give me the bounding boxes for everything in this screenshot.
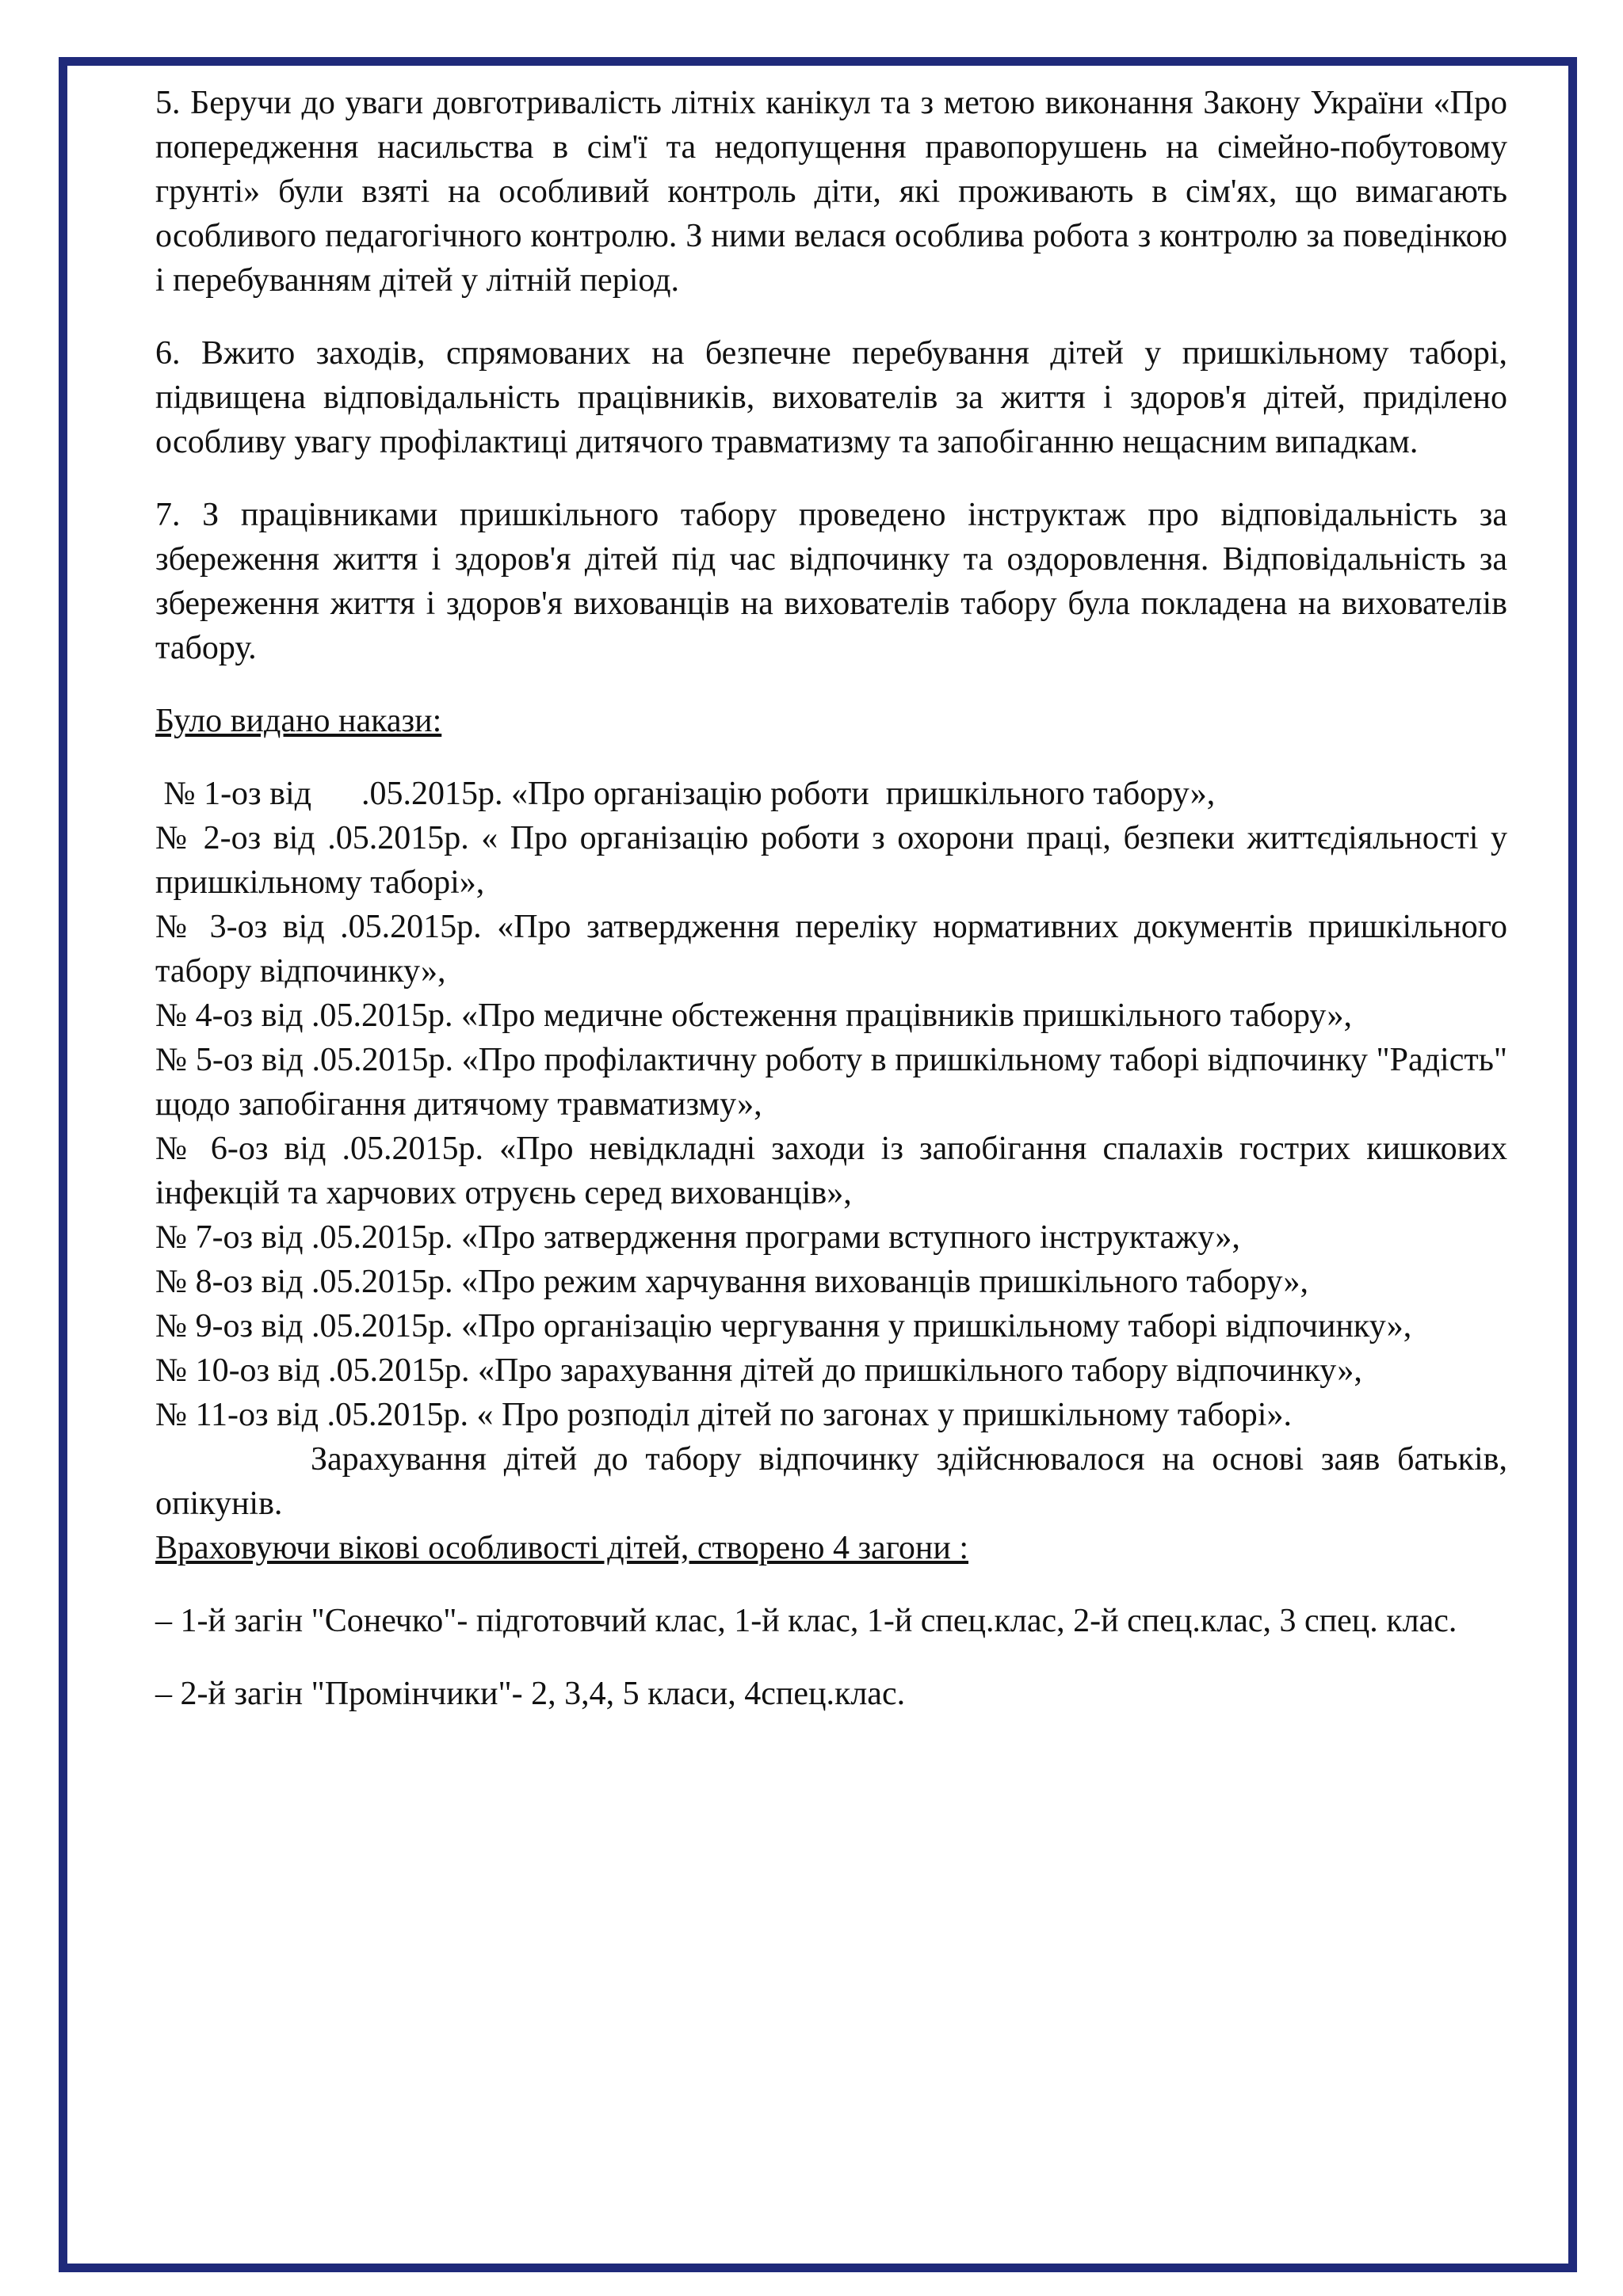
order-item-1: № 1-оз від .05.2015р. «Про організацію роботи пришкільного табору», [155, 776, 1216, 812]
order-item-4: № 4-оз від .05.2015р. «Про медичне обстеження працівників пришкільного табору», [155, 997, 1352, 1034]
order-item-5: № 5-оз від .05.2015р. «Про профілактичну роботу в пришкільному таборі відпочинку "Радість" щодо запобігання дитячому травматизму», [155, 1042, 1507, 1123]
order-item-8: № 8-оз від .05.2015р. «Про режим харчування вихованців пришкільного табору», [155, 1264, 1309, 1300]
paragraph-7: 7. З працівниками пришкільного табору проведено інструктаж про відповідальність за збереження життя і здоров'я дітей під час відпочинку та оздоровлення. Відповідальність за збереження життя і здоров'я вихованців на вихователів табору була покладена на вихователів табору. [155, 497, 1507, 666]
order-item-11: № 11-оз від .05.2015р. « Про розподіл дітей по загонах у пришкільному таборі». [155, 1397, 1292, 1433]
groups-heading: Враховуючи вікові особливості дітей, створено 4 загони : [155, 1530, 969, 1566]
order-item-3: № 3-оз від .05.2015р. «Про затвердження переліку нормативних документів пришкільного табору відпочинку», [155, 909, 1507, 990]
paragraph-5: 5. Беручи до уваги довготривалість літніх канікул та з метою виконання Закону України «Про попередження насильства в сім'ї та недопущення правопорушень на сімейно-побутовому грунті» були взяті на особливий контроль діти, які проживають в сім'ях, що вимагають особливого педагогічного контролю. З ними велася особлива робота з контролю за поведінкою і перебуванням дітей у літній період. [155, 85, 1507, 299]
orders-heading: Було видано накази: [155, 703, 442, 739]
order-item-6: № 6-оз від .05.2015р. «Про невідкладні заходи із запобігання спалахів гострих кишкових інфекцій та харчових отруєнь серед вихованців», [155, 1131, 1507, 1211]
order-item-2: № 2-оз від .05.2015р. « Про організацію роботи з охорони праці, безпеки життєдіяльності у пришкільному таборі», [155, 820, 1507, 901]
document-body [155, 81, 1507, 1716]
group-item-1: – 1-й загін "Сонечко"- підготовчий клас, 1-й клас, 1-й спец.клас, 2-й спец.клас, 3 спец. клас. [155, 1603, 1457, 1639]
enrollment-paragraph: Зарахування дітей до табору відпочинку здійснювалося на основі заяв батьків, опікунів. [155, 1441, 1507, 1522]
paragraph-6: 6. Вжито заходів, спрямованих на безпечне перебування дітей у пришкільному таборі, підвищена відповідальність працівників, вихователів за життя і здоров'я дітей, приділено особливу увагу профілактиці дитячого травматизму та запобіганню нещасним випадкам. [155, 335, 1507, 460]
order-item-9: № 9-оз від .05.2015р. «Про організацію чергування у пришкільному таборі відпочинку», [155, 1308, 1412, 1344]
order-item-7: № 7-оз від .05.2015р. «Про затвердження програми вступного інструктажу», [155, 1219, 1240, 1256]
group-item-2: – 2-й загін "Промінчики"- 2, 3,4, 5 класи, 4спец.клас. [155, 1676, 906, 1712]
order-item-10: № 10-оз від .05.2015р. «Про зарахування дітей до пришкільного табору відпочинку», [155, 1352, 1362, 1389]
orders-list [155, 772, 1507, 1437]
